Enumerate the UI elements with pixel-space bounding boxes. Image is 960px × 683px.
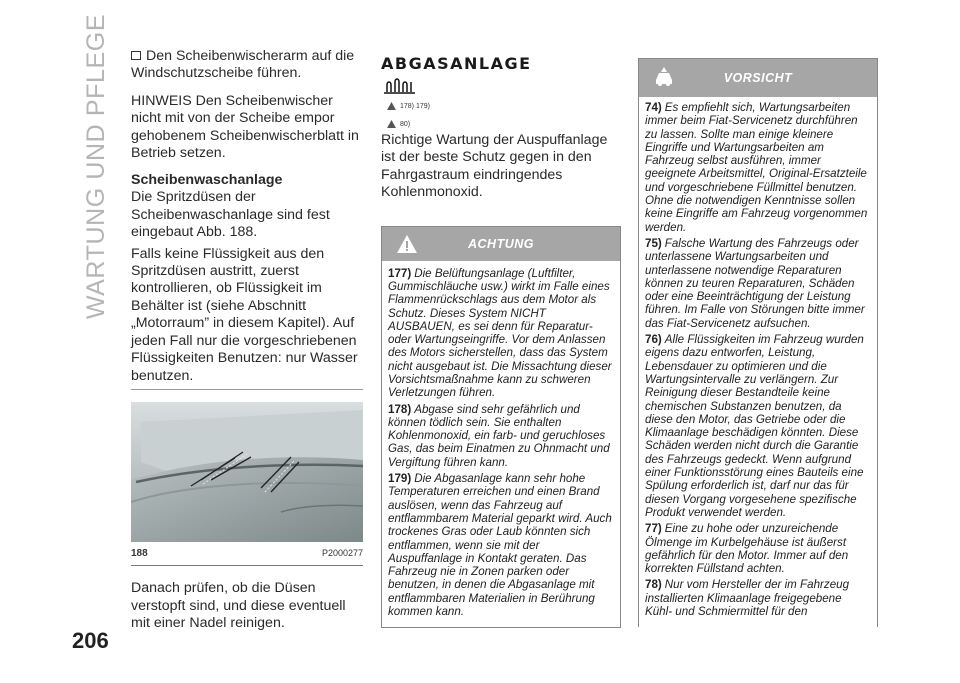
paragraph-wiper-arm: Den Scheibenwischerarm auf die Windschutzscheibe führen. — [131, 48, 355, 82]
car-warning-icon — [653, 66, 675, 86]
warning-label: ACHTUNG — [468, 236, 534, 251]
page-number: 206 — [72, 628, 109, 653]
paragraph-check-fluid: Falls keine Flüssigkeit aus den Spritzdüsen austritt, zuerst kontrollieren, ob Flüssigkeit im Behälter ist (siehe Abschnitt „Motorraum” in diesem Kapitel). Auf jeden Fall nur die vorgeschriebenen Flüssigkeiten Benutzen: nur Wasser benutzen. — [131, 245, 358, 384]
exhaust-fumes-icon — [381, 76, 419, 96]
figure-code: P2000277 — [321, 547, 363, 558]
figure-188 — [131, 402, 363, 566]
warning-body — [382, 261, 620, 628]
paragraph-nozzles: Die Spritzdüsen der Scheibenwaschanlage sind fest eingebaut Abb. 188. — [131, 189, 330, 241]
warning-triangle-icon — [387, 102, 396, 110]
paragraph-exhaust: Richtige Wartung der Auspuffanlage ist der beste Schutz gegen in den Fahrgastraum eindringendes Kohlenmonoxid. — [381, 132, 608, 201]
warning-item: 75) Falsche Wartung des Fahrzeugs oder unterlassene Wartungsarbeiten und unterlassene notwendige Reparaturen können zu teuren Reparaturen, Schäden oder eine Beeinträchtigung der Leistung führen. Im Falle von Störungen bitte immer das Fiat-Servicenetz aufsuchen. — [645, 236, 865, 330]
warning-box-achtung — [381, 226, 621, 629]
refs-text-2: 80) — [400, 120, 411, 128]
heading-washer: Scheibenwaschanlage — [131, 172, 283, 189]
side-title-text: WARTUNG UND PFLEGE — [82, 13, 111, 319]
warning-triangle-icon — [387, 120, 396, 128]
warning-item: 77) Eine zu hohe oder unzureichende Ölmenge im Kurbelgehäuse ist äußerst gefährlich für den Motor. Immer auf den korrekten Füllstand achten. — [645, 522, 849, 576]
warning-body — [639, 97, 877, 627]
column-1 — [131, 48, 363, 641]
refs-text-1: 178) 179) — [400, 102, 430, 110]
paragraph-nozzle-clean: Danach prüfen, ob die Düsen verstopft sind, und diese eventuell mit einer Nadel reinigen. — [131, 580, 346, 632]
checkbox-icon — [131, 51, 141, 60]
divider — [131, 389, 363, 390]
warning-box-vorsicht — [638, 58, 878, 627]
warning-header — [639, 59, 877, 97]
figure-caption — [131, 545, 363, 562]
warning-label: VORSICHT — [723, 71, 793, 85]
warning-item: 178) Abgase sind sehr gefährlich und können tödlich sein. Sie enthalten Kohlenmonoxid, ein farb- und geruchloses Gas, das beim Einatmen zu Ohnmacht und Vergiftung führen kann. — [388, 402, 610, 469]
warning-item: 78) Nur vom Hersteller der im Fahrzeug installierten Klimaanlage freigegebene Kühl- und Schmiermittel für den — [645, 578, 850, 618]
warning-item: 76) Alle Flüssigkeiten im Fahrzeug wurden eigens dazu entworfen, Leistung, Lebensdauer zu optimieren und die Wartungsintervalle zu verlängern. Zur Reinigung dieser Bestandteile keine chemischen Substanzen benutzen, da diese den Motor, das Getriebe oder die Klimaanlage beschädigen könnten. Diese Schäden werden nicht durch die Garantie des Fahrzeugs gedeckt. Wenn aufgrund einer Funktionsstörung eines Bauteils eine Spülung erforderlich ist, darf nur das für diesen Vorgang vorgesehene spezifische Produkt verwendet werden. — [645, 333, 864, 519]
warning-triangle-icon — [396, 234, 418, 254]
warning-item: 179) Die Abgasanlage kann sehr hohe Temperaturen erreichen und einen Brand auslösen, wenn das Fahrzeug auf entflammbarem Material geparkt wird. Auch trockenes Gras oder Laub könnten sich entflammen, wenn sie mit der Auspuffanlage in Kontakt geraten. Das Fahrzeug nie in Zonen parken oder benutzen, in denen die Abgasanlage mit entflammbaren Materialien in Berührung kommen kann. — [388, 472, 612, 619]
side-title — [78, 13, 116, 319]
car-hood-illustration — [131, 402, 363, 542]
refs-row-2 — [381, 118, 621, 130]
section-title: ABGASANLAGE — [381, 54, 532, 73]
figure-rule — [131, 565, 363, 566]
warning-item: 177) Die Belüftungsanlage (Luftfilter, Gummischläuche usw.) wirkt im Falle eines Flammenrückschlags aus dem Motor als Schutz. Dieses System NICHT AUSBAUEN, es sei denn für Reparatur- oder Wartungseingriffe. Vor dem Anlassen des Motors sicherstellen, dass das System nicht ausgebaut ist. Die Missachtung dieser Vorsichtsmaßnahme kann zu schweren Verletzungen führen. — [388, 266, 612, 400]
warning-header — [382, 227, 620, 261]
refs-row-1 — [381, 100, 621, 112]
column-3 — [638, 58, 878, 627]
figure-number: 188 — [131, 547, 148, 559]
paragraph-note: HINWEIS Den Scheibenwischer nicht mit von der Scheibe empor gehobenem Scheibenwischerblatt in Betrieb setzen. — [131, 92, 359, 162]
warning-item: 74) Es empfiehlt sich, Wartungsarbeiten immer beim Fiat-Servicenetz durchführen zu lassen. Sollte man einige kleinere Eingriffe und Wartungsarbeiten am Fahrzeug selbst ausführen, immer geeignete Arbeitsmittel, Original-Ersatzteile und vorgeschriebene Füllmittel benutzen. Ohne die notwendigen Kenntnisse sollen keine Eingriffe am Fahrzeug vorgenommen werden. — [645, 101, 868, 234]
column-2 — [381, 48, 621, 628]
